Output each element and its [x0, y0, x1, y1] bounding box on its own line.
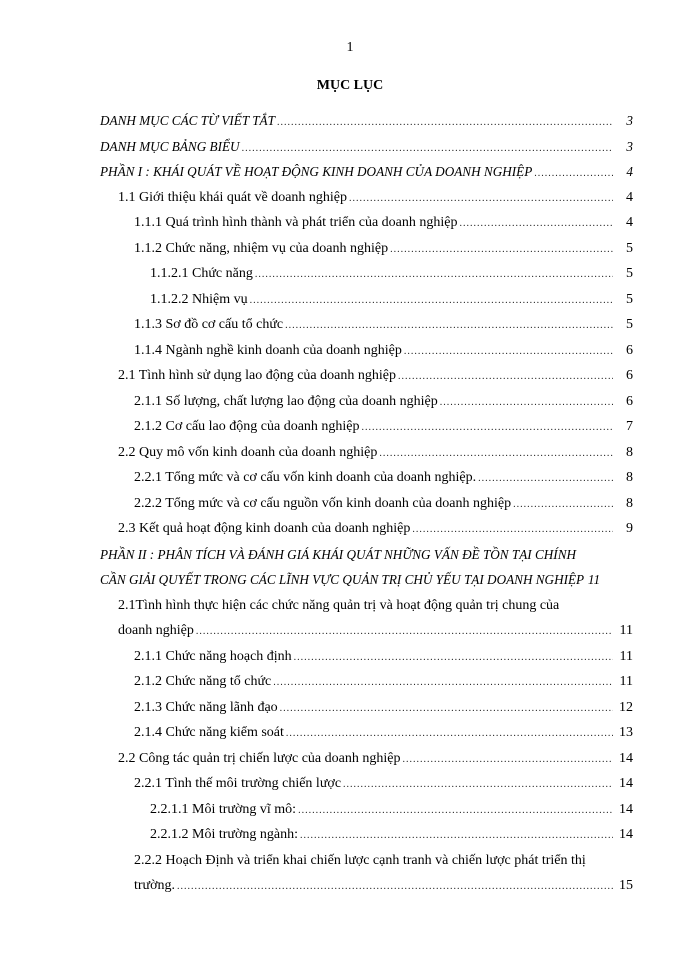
toc-entry-title: 1.1.2.2 Nhiệm vụ — [150, 291, 248, 307]
toc-entry[interactable] — [100, 134, 633, 160]
toc-entry[interactable] — [100, 210, 633, 236]
toc-entry[interactable] — [100, 618, 633, 644]
toc-entry-page: 15 — [619, 878, 633, 893]
toc-entry-page: 4 — [626, 189, 633, 205]
dot-leader — [412, 517, 613, 543]
toc-entry-page: 8 — [626, 470, 633, 485]
toc-entry-title: 2.1 Tình hình sử dụng lao động của doanh nghiệp — [118, 368, 396, 383]
toc-entry-page: 4 — [626, 215, 633, 230]
toc-entry-page: 7 — [626, 419, 633, 434]
toc-entry-title: doanh nghiệp — [118, 623, 194, 638]
toc-entry-title: 2.1.1 Chức năng hoạch định — [134, 648, 292, 664]
toc-entry-title: 2.2.2 Tổng mức và cơ cấu nguồn vốn kinh doanh của doanh nghiệp — [134, 495, 512, 511]
toc-entry-page: 14 — [619, 750, 633, 766]
toc-entry[interactable] — [100, 108, 633, 134]
toc-entry[interactable] — [100, 567, 633, 593]
toc-entry[interactable] — [100, 159, 633, 185]
toc-entry-title: 2.1.4 Chức năng kiểm soát — [134, 725, 284, 740]
toc-entry-title: PHẦN I : KHÁI QUÁT VỀ HOẠT ĐỘNG KINH DOANH CỦA DOANH NGHIỆP — [100, 164, 533, 179]
toc-entry[interactable] — [100, 873, 633, 899]
toc-entry-page: 13 — [619, 725, 633, 740]
toc-entry-title: 2.2.1 Tổng mức và cơ cấu vốn kinh doanh của doanh nghiệp. — [134, 470, 477, 485]
toc-entry-title: 1.1.1 Quá trình hình thành và phát triển của doanh nghiệp — [134, 215, 458, 230]
dot-leader — [440, 390, 613, 416]
toc-entry[interactable] — [100, 720, 633, 746]
toc-entry-page: 3 — [626, 113, 633, 128]
toc-entry-title: 1.1.2.1 Chức năng — [150, 266, 253, 281]
toc-entry-page: 5 — [626, 291, 633, 307]
toc-entry-title: 2.2.2 Hoạch Định và triển khai chiến lược cạnh tranh và chiến lược phát triển thị — [134, 852, 586, 868]
toc-entry-title: CẦN GIẢI QUYẾT TRONG CÁC LĨNH VỰC QUẢN TRỊ CHỦ YẾU TẠI DOANH NGHIỆP — [100, 572, 585, 587]
toc-entry[interactable] — [100, 593, 633, 619]
toc-entry[interactable] — [100, 312, 633, 338]
dot-leader — [177, 874, 613, 900]
toc-entry-page: 5 — [626, 240, 633, 256]
dot-leader — [298, 798, 613, 824]
page-number: 1 — [346, 40, 354, 55]
dot-leader — [250, 288, 613, 314]
toc-entry-page: 6 — [626, 368, 633, 383]
toc-entry-title: 2.2.1.1 Môi trường vĩ mô: — [150, 801, 297, 817]
dot-leader — [285, 313, 613, 339]
dot-leader — [534, 161, 613, 187]
dot-leader — [349, 186, 613, 212]
toc-entry-title: 1.1 Giới thiệu khái quát về doanh nghiệp — [118, 189, 348, 205]
toc-entry[interactable] — [100, 771, 633, 797]
dot-leader — [286, 721, 613, 747]
dot-leader — [404, 339, 613, 365]
toc-entry-title: trường. — [134, 878, 176, 893]
dot-leader — [300, 823, 613, 849]
toc-entry-title: 2.1.1 Số lượng, chất lượng lao động của doanh nghiệp — [134, 393, 438, 409]
toc-entry-title: PHẦN II : PHÂN TÍCH VÀ ĐÁNH GIÁ KHÁI QUÁT NHỮNG VẤN ĐỀ TỒN TẠI CHÍNH — [100, 546, 577, 562]
toc-entry-page: 5 — [626, 317, 633, 332]
toc-entry-title: 2.2.1.2 Môi trường ngành: — [150, 827, 298, 842]
dot-leader — [513, 492, 613, 518]
toc-entry[interactable] — [100, 261, 633, 287]
table-of-contents — [100, 108, 633, 899]
dot-leader — [402, 747, 613, 773]
toc-entry-page: 8 — [626, 495, 633, 511]
toc-entry[interactable] — [100, 440, 633, 466]
toc-entry-page: 11 — [619, 623, 633, 638]
toc-entry-title: 1.1.3 Sơ đồ cơ cấu tổ chức — [134, 317, 284, 332]
dot-leader — [280, 696, 613, 722]
dot-leader — [196, 619, 613, 645]
toc-entry-page: 12 — [619, 699, 633, 715]
toc-entry[interactable] — [100, 491, 633, 517]
toc-entry-title: 2.1Tình hình thực hiện các chức năng quản trị và hoạt động quản trị chung của — [118, 597, 560, 613]
toc-entry-title: 2.2.1 Tình thế môi trường chiến lược — [134, 776, 342, 791]
toc-entry-title: 2.3 Kết quả hoạt động kinh doanh của doanh nghiệp — [118, 521, 411, 536]
dot-leader — [255, 262, 613, 288]
toc-entry-page: 14 — [619, 801, 633, 817]
toc-entry[interactable] — [100, 695, 633, 721]
toc-entry[interactable] — [100, 542, 633, 568]
dot-leader — [478, 466, 613, 492]
dot-leader — [277, 110, 613, 136]
toc-entry[interactable] — [100, 848, 633, 874]
dot-leader — [459, 211, 613, 237]
toc-entry[interactable] — [100, 414, 633, 440]
toc-entry-title: DANH MỤC BẢNG BIỂU — [100, 138, 240, 154]
toc-entry[interactable] — [100, 363, 633, 389]
toc-entry-page: 6 — [626, 393, 633, 409]
toc-title: MỤC LỤC — [316, 78, 384, 93]
toc-entry[interactable] — [100, 338, 633, 364]
toc-entry-title: 2.1.3 Chức năng lãnh đạo — [134, 699, 278, 715]
toc-entry-page: 6 — [626, 342, 633, 358]
toc-entry[interactable] — [100, 389, 633, 415]
dot-leader — [242, 136, 613, 162]
toc-entry-page: 14 — [619, 776, 633, 791]
toc-entry-title: 1.1.2 Chức năng, nhiệm vụ của doanh nghiệp — [134, 240, 389, 256]
toc-entry[interactable] — [100, 236, 633, 262]
dot-leader — [390, 237, 613, 263]
toc-entry[interactable] — [100, 185, 633, 211]
dot-leader — [294, 645, 613, 671]
toc-entry-page: 5 — [626, 266, 633, 281]
toc-entry[interactable] — [100, 669, 633, 695]
toc-entry-page: 14 — [619, 827, 633, 842]
toc-entry-page: 11 — [619, 648, 633, 664]
dot-leader — [273, 670, 613, 696]
toc-entry-page: 4 — [626, 164, 633, 179]
dot-leader — [379, 441, 613, 467]
toc-entry-title: 2.1.2 Chức năng tổ chức — [134, 674, 272, 689]
toc-entry-title: DANH MỤC CÁC TỪ VIẾT TẮT — [100, 113, 275, 128]
toc-entry[interactable] — [100, 797, 633, 823]
toc-entry-title: 2.1.2 Cơ cấu lao động của doanh nghiệp — [134, 419, 360, 434]
toc-entry-title: 2.2 Quy mô vốn kinh doanh của doanh nghiệp — [118, 444, 378, 460]
toc-entry[interactable] — [100, 746, 633, 772]
toc-entry[interactable] — [100, 287, 633, 313]
toc-entry[interactable] — [100, 644, 633, 670]
toc-entry[interactable] — [100, 516, 633, 542]
toc-entry-title: 1.1.4 Ngành nghề kinh doanh của doanh nghiệp — [134, 342, 402, 358]
dot-leader — [362, 415, 613, 441]
toc-entry-page: 3 — [626, 138, 633, 154]
toc-entry[interactable] — [100, 822, 633, 848]
toc-entry-page: 8 — [626, 444, 633, 460]
toc-entry-page: 11 — [587, 572, 601, 587]
dot-leader — [398, 364, 613, 390]
toc-entry-page: 9 — [626, 521, 633, 536]
toc-entry-title: 2.2 Công tác quản trị chiến lược của doanh nghiệp — [118, 750, 401, 766]
toc-entry[interactable] — [100, 465, 633, 491]
toc-entry-page: 11 — [619, 674, 633, 689]
dot-leader — [343, 772, 613, 798]
